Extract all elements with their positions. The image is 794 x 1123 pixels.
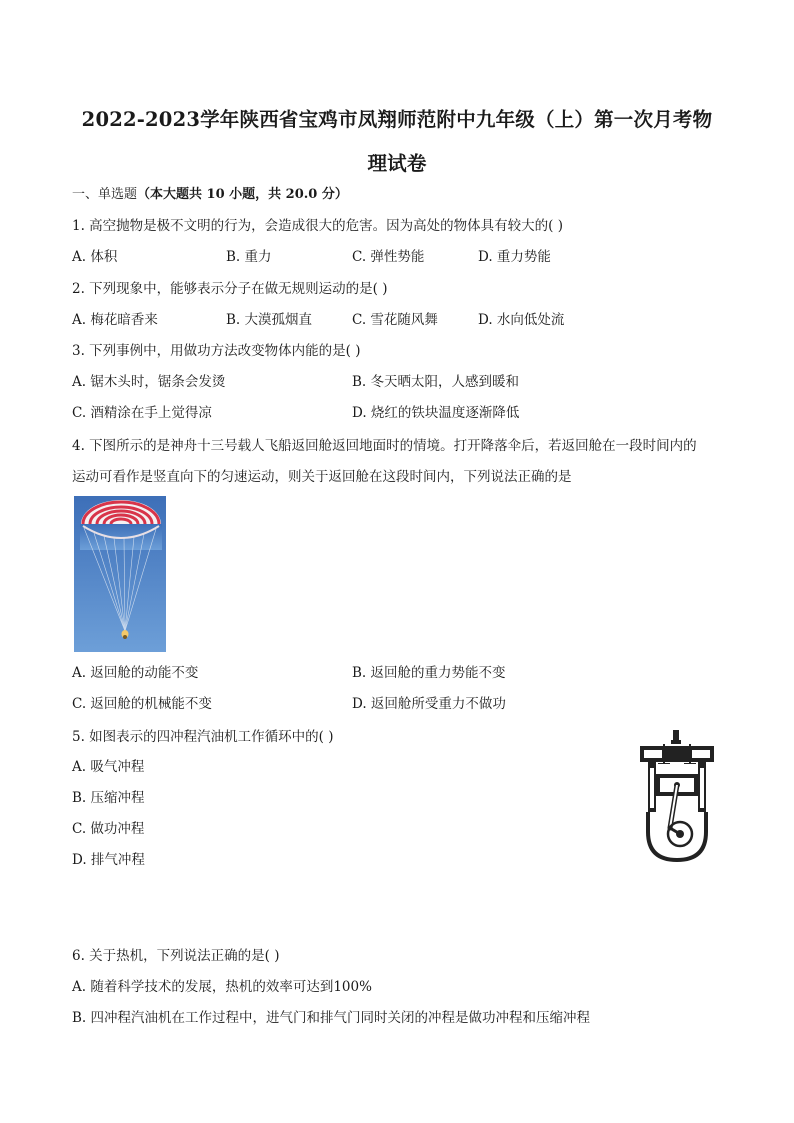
- q3-option-b: B. 冬天晒太阳，人感到暖和: [352, 374, 520, 390]
- q2-option-b: B. 大漠孤烟直: [226, 312, 313, 328]
- parachute-image: [74, 496, 166, 652]
- q4-option-c: C. 返回舱的机械能不变: [72, 696, 212, 712]
- q4-option-d: D. 返回舱所受重力不做功: [352, 696, 506, 712]
- q3-option-c: C. 酒精涂在手上觉得凉: [72, 405, 212, 421]
- q1-option-a: A. 体积: [72, 249, 118, 265]
- section-note: （本大题共 10 小题，共 20.0 分）: [137, 187, 348, 202]
- q2-option-d: D. 水向低处流: [478, 312, 565, 328]
- q6-option-b: B. 四冲程汽油机在工作过程中，进气门和排气门同时关闭的冲程是做功冲程和压缩冲程: [72, 1010, 591, 1026]
- q5-option-b: B. 压缩冲程: [72, 790, 145, 806]
- q3-option-d: D. 烧红的铁块温度逐渐降低: [352, 405, 520, 421]
- q4-option-a: A. 返回舱的动能不变: [72, 665, 199, 681]
- question-6-stem: 6. 关于热机，下列说法正确的是( ): [72, 948, 280, 964]
- engine-diagram: [634, 728, 720, 864]
- q1-option-c: C. 弹性势能: [352, 249, 425, 265]
- q6-option-a: A. 随着科学技术的发展，热机的效率可达到100%: [72, 979, 372, 995]
- q1-option-b: B. 重力: [226, 249, 272, 265]
- parachute-photo: [74, 496, 166, 652]
- q4-option-b: B. 返回舱的重力势能不变: [352, 665, 506, 681]
- question-2-stem: 2. 下列现象中，能够表示分子在做无规则运动的是( ): [72, 281, 388, 297]
- q5-option-a: A. 吸气冲程: [72, 759, 145, 775]
- q2-option-a: A. 梅花暗香来: [72, 312, 158, 328]
- question-1-stem: 1. 高空抛物是极不文明的行为，会造成很大的危害。因为高处的物体具有较大的( ): [72, 218, 563, 234]
- exam-title-line2: 理试卷: [367, 152, 427, 175]
- question-4-stem-line2: 运动可看作是竖直向下的匀速运动，则关于返回舱在这段时间内，下列说法正确的是: [72, 469, 572, 485]
- q2-option-c: C. 雪花随风舞: [352, 312, 438, 328]
- engine-cylinder-image: [634, 728, 720, 864]
- question-5-stem: 5. 如图表示的四冲程汽油机工作循环中的( ): [72, 729, 334, 745]
- question-3-stem: 3. 下列事例中，用做功方法改变物体内能的是( ): [72, 343, 361, 359]
- q5-option-d: D. 排气冲程: [72, 852, 145, 868]
- q1-option-d: D. 重力势能: [478, 249, 551, 265]
- q3-option-a: A. 锯木头时，锯条会发烫: [72, 374, 226, 390]
- section-label: 一、单选题: [72, 187, 138, 202]
- question-4-stem-line1: 4. 下图所示的是神舟十三号载人飞船返回舱返回地面时的情境。打开降落伞后，若返回舱在一段时间内的: [72, 438, 697, 454]
- q5-option-c: C. 做功冲程: [72, 821, 145, 837]
- section-heading: [72, 186, 348, 204]
- exam-title-line1: 2022-2023学年陕西省宝鸡市凤翔师范附中九年级（上）第一次月考物: [81, 108, 713, 131]
